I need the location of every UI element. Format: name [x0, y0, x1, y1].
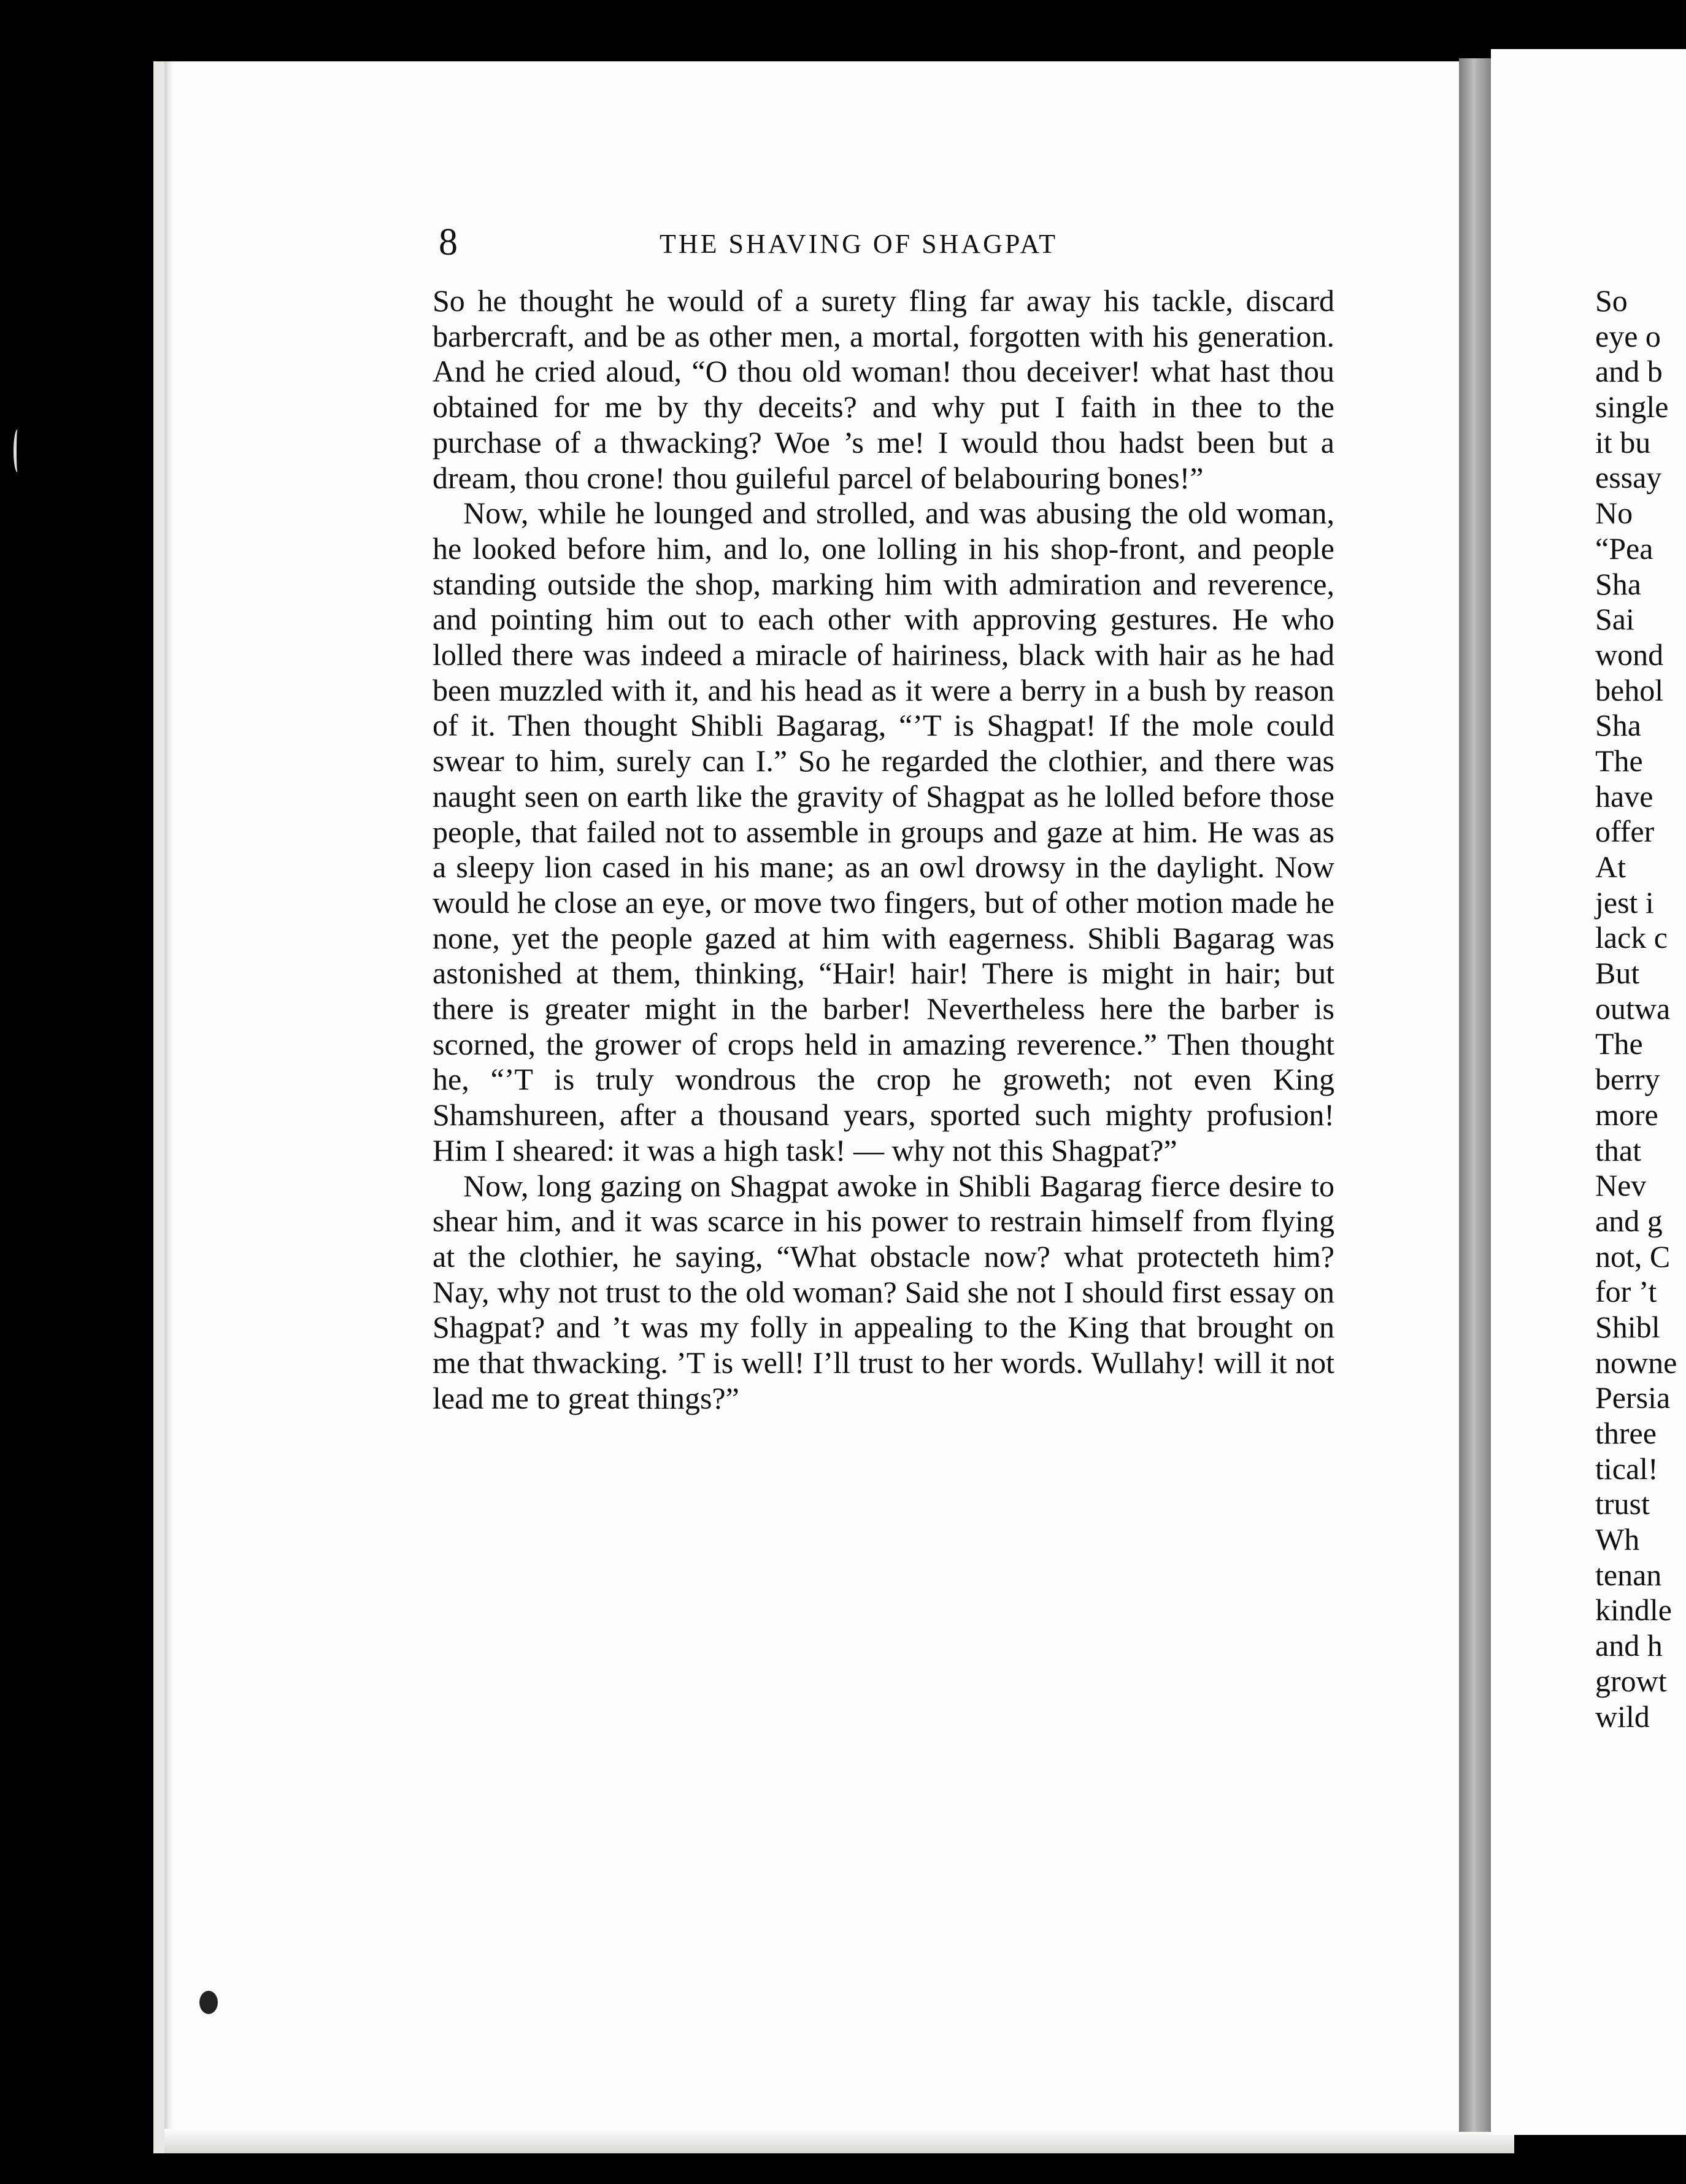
facing-line: berry [1595, 1062, 1660, 1097]
facing-line: The [1595, 743, 1643, 778]
facing-line: have [1595, 779, 1653, 813]
running-title: THE SHAVING OF SHAGPAT [660, 229, 1058, 259]
facing-line: Nev [1595, 1168, 1647, 1203]
facing-line: behol [1595, 672, 1664, 707]
facing-line: and g [1595, 1203, 1663, 1238]
facing-line: essay [1595, 460, 1662, 495]
facing-line: tenan [1595, 1557, 1662, 1592]
facing-line: lack c [1595, 920, 1668, 955]
facing-line: tical! [1595, 1451, 1658, 1486]
facing-line: more [1595, 1097, 1658, 1132]
facing-line: offer [1595, 814, 1655, 849]
facing-line: and h [1595, 1628, 1663, 1663]
facing-line: Sha [1595, 566, 1641, 601]
facing-page-text [1595, 283, 1686, 1734]
facing-line: it bu [1595, 425, 1651, 459]
book-gutter [1459, 58, 1496, 2132]
facing-line: At [1595, 850, 1626, 884]
margin-speck [199, 1991, 218, 2014]
paragraph-1: So he thought he would of a surety fling far away his tackle, discard barbercraft, and be as other men, a mortal, forgotten with his generation. And he cried aloud, “O thou old woman! thou deceiver! what hast thou obtained for me by thy deceits? and why put I faith in thee to the purchase of a thwacking? Woe ’s me! I would thou hadst been but a dream, thou crone! thou guileful parcel of belabouring bones!” [433, 283, 1334, 495]
facing-line: But [1595, 956, 1640, 991]
facing-line: nowne [1595, 1345, 1677, 1380]
facing-line: growt [1595, 1663, 1667, 1698]
facing-line: So [1595, 283, 1628, 318]
paragraph-3: Now, long gazing on Shagpat awoke in Shibli Bagarag fierce desire to shear him, and it was scarce in his power to restrain himself from flying at the clothier, he saying, “What obstacle now? what protecteth him? Nay, why not trust to the old woman? Said she not I should first essay on Shagpat? and ’t was my folly in appealing to the King that brought on me that thwacking. ’T is well! I’ll trust to her words. Wullahy! will it not lead me to great things?” [433, 1168, 1334, 1415]
page-number: 8 [439, 221, 458, 263]
facing-line: eye o [1595, 318, 1661, 353]
facing-line: kindle [1595, 1593, 1672, 1628]
facing-line: Sai [1595, 602, 1634, 637]
facing-line: No [1595, 496, 1633, 531]
facing-line: wild [1595, 1699, 1650, 1734]
body-text [433, 283, 1334, 1417]
paragraph-2: Now, while he lounged and strolled, and was abusing the old woman, he looked before him, and lo, one lolling in his shop-front, and people standing outside the shop, marking him with admiration and reverence, and pointing him out to each other with approving gestures. He who lolled there was indeed a miracle of hairiness, black with hair as he had been muzzled with it, and his head as it were a berry in a bush by reason of it. Then thought Shibli Bagarag, “’T is Shagpat! If the mole could swear to him, surely can I.” So he regarded the clothier, and there was naught seen on earth like the gravity of Shagpat as he lolled before those people, that failed not to assemble in groups and gaze at him. He was as a sleepy lion cased in his mane; as an owl drowsy in the daylight. Now would he close an eye, or move two fingers, but of other motion made he none, yet the people gazed at him with eagerness. Shibli Bagarag was astonished at them, thinking, “Hair! hair! There is might in hair; but there is greater might in the barber! Nevertheless here the barber is scorned, the grower of crops held in amazing reverence.” Then thought he, “’T is truly wondrous the crop he groweth; not even King Shamshureen, after a thousand years, sported such mighty profusion! Him I sheared: it was a high task! — why not this Shagpat?” [433, 496, 1334, 1167]
facing-line: single [1595, 390, 1669, 425]
facing-line: Sha [1595, 708, 1641, 743]
facing-line: and b [1595, 354, 1663, 389]
facing-line: wond [1595, 637, 1664, 672]
running-head [439, 221, 1328, 276]
facing-line: Wh [1595, 1522, 1640, 1557]
facing-line: Persia [1595, 1380, 1671, 1415]
facing-line: trust [1595, 1486, 1650, 1521]
facing-line: Shibl [1595, 1309, 1660, 1344]
facing-line: The [1595, 1026, 1643, 1061]
facing-line: not, C [1595, 1239, 1671, 1274]
facing-line: “Pea [1595, 531, 1653, 566]
facing-line: three [1595, 1416, 1657, 1450]
margin-speck [13, 429, 21, 472]
facing-line: that [1595, 1132, 1641, 1167]
facing-line: for ’t [1595, 1274, 1657, 1309]
facing-line: outwa [1595, 991, 1671, 1026]
facing-line: jest i [1595, 885, 1654, 920]
